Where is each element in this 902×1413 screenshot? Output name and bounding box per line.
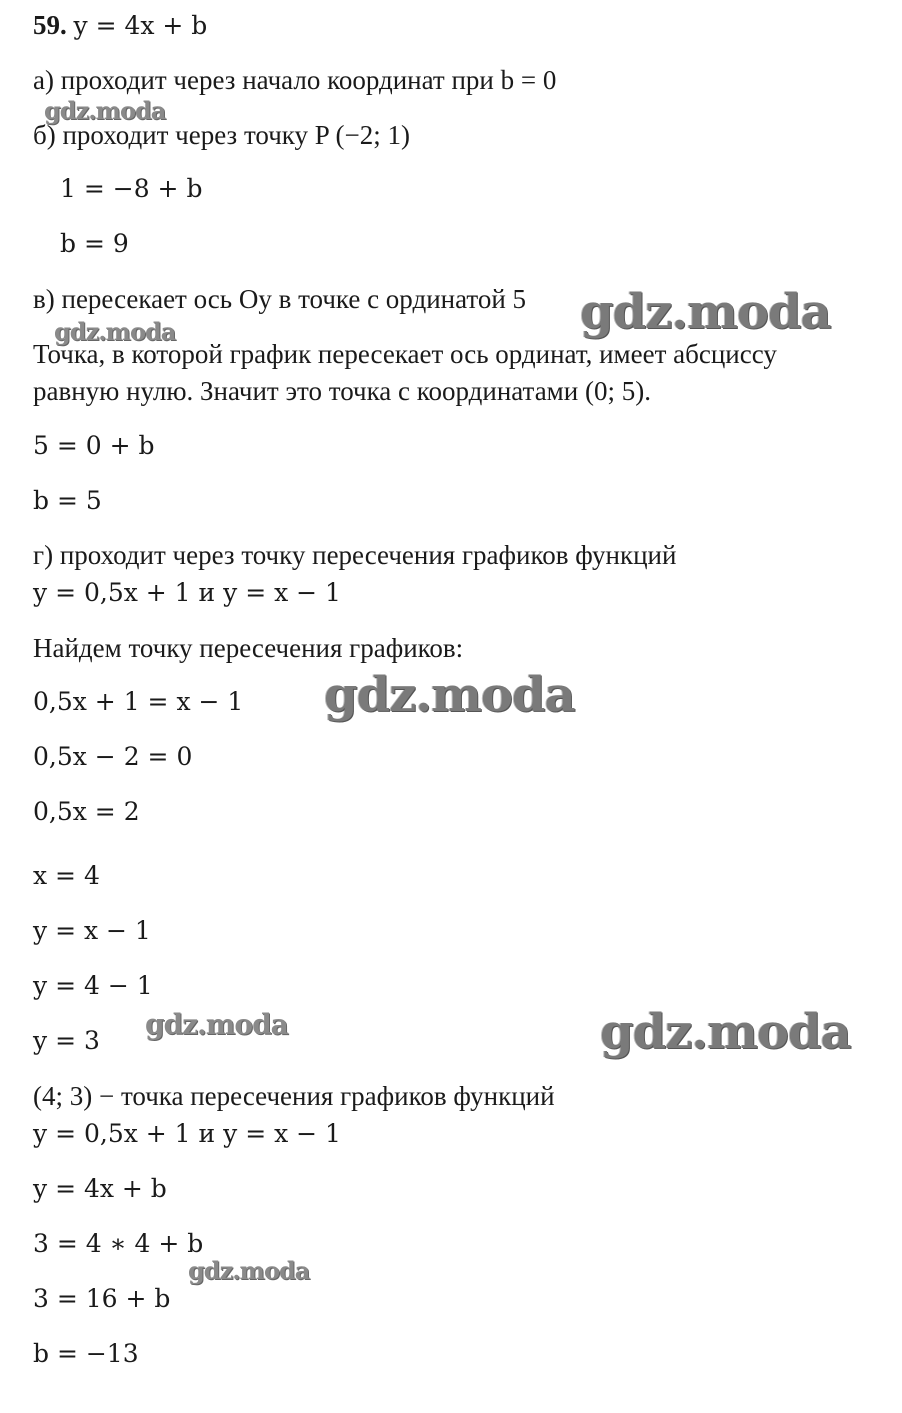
part-v-text-1: Точка, в которой график пересекает ось ординат, имеет абсциссу bbox=[33, 339, 777, 369]
problem-equation: y = 4x + b bbox=[73, 11, 208, 40]
watermark-big-3: gdz.moda bbox=[600, 1004, 851, 1060]
part-g-equation-10: 3 = 16 + b bbox=[33, 1284, 171, 1313]
part-g-point: (4; 3) − точка пересечения графиков функций bbox=[33, 1081, 555, 1111]
part-g-equation-6: y = 4 − 1 bbox=[33, 971, 153, 1000]
part-g-equation-8: y = 4x + b bbox=[33, 1174, 167, 1203]
watermark-small-4: gdz.moda bbox=[188, 1256, 310, 1285]
problem-number: 59. bbox=[33, 10, 67, 40]
part-g-equation-7: y = 3 bbox=[33, 1026, 100, 1055]
part-b-equation-2: b = 9 bbox=[60, 229, 129, 258]
part-g-equation-4: x = 4 bbox=[33, 861, 100, 890]
part-g-equation-9: 3 = 4 ∗ 4 + b bbox=[33, 1229, 204, 1258]
part-v-equation-1: 5 = 0 + b bbox=[33, 431, 155, 460]
part-g-equation-5: y = x − 1 bbox=[33, 916, 151, 945]
watermark-big-1: gdz.moda bbox=[580, 284, 831, 340]
part-v-intro: в) пересекает ось Oy в точке с ординатой 5 bbox=[33, 284, 527, 314]
part-g-equation-1: 0,5x + 1 = x − 1 bbox=[33, 687, 244, 716]
part-b-equation-1: 1 = −8 + b bbox=[60, 174, 203, 203]
part-g-functions-2: y = 0,5x + 1 и y = x − 1 bbox=[33, 1119, 341, 1148]
part-g-intro: г) проходит через точку пересечения графиков функций bbox=[33, 540, 677, 570]
part-a: а) проходит через начало координат при b = 0 bbox=[33, 65, 557, 95]
watermark-small-2: gdz.moda bbox=[54, 317, 176, 346]
part-g-equation-3: 0,5x = 2 bbox=[33, 797, 140, 826]
watermark-big-2: gdz.moda bbox=[324, 667, 575, 723]
part-g-find-text: Найдем точку пересечения графиков: bbox=[33, 633, 464, 663]
part-g-equation-2: 0,5x − 2 = 0 bbox=[33, 742, 193, 771]
part-v-text-2: равную нулю. Значит это точка с координатами (0; 5). bbox=[33, 376, 651, 406]
watermark-small-1: gdz.moda bbox=[44, 96, 166, 125]
watermark-small-3: gdz.moda bbox=[145, 1008, 288, 1041]
part-g-functions: y = 0,5x + 1 и y = x − 1 bbox=[33, 578, 341, 607]
part-v-equation-2: b = 5 bbox=[33, 486, 102, 515]
part-g-equation-11: b = −13 bbox=[33, 1339, 139, 1368]
part-b-intro: б) проходит через точку P (−2; 1) bbox=[33, 120, 411, 150]
problem-header bbox=[33, 8, 207, 43]
